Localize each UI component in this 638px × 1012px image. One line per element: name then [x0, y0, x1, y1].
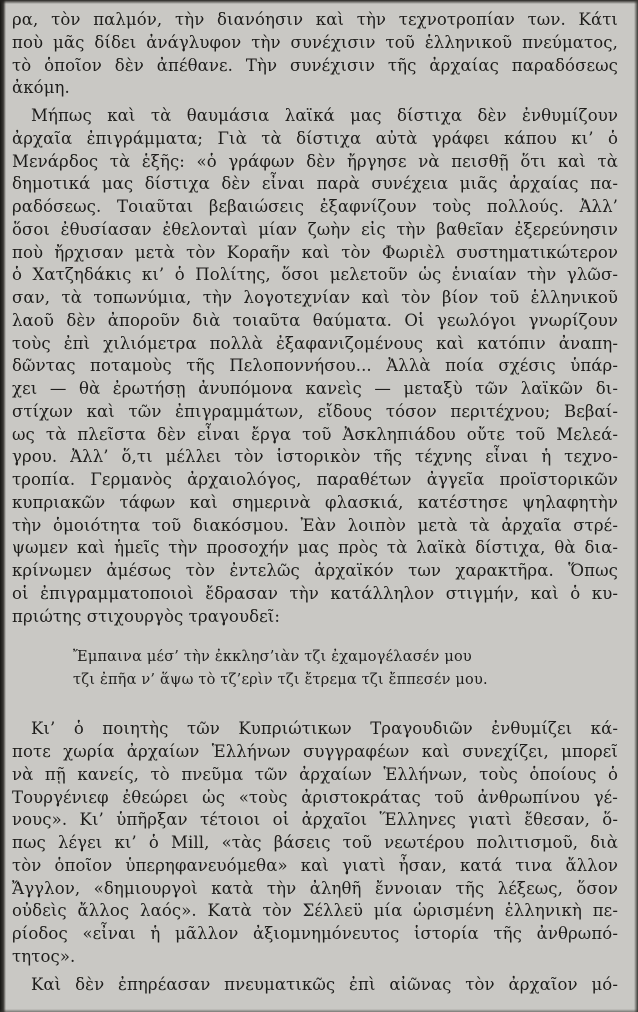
page-text-area: [12, 9, 618, 996]
text-line: δῶντας ποταμοὺς τῆς Πελοποννήσου... Ἀλλὰ ποία σχέσις ὑπάρ-: [12, 356, 618, 376]
text-line: νους». Κι’ ὑπῆρξαν τέτοιοι οἱ ἀρχαῖοι Ἕλληνες γιατὶ ἔθεσαν, ὅ-: [12, 810, 618, 830]
text-line: κρίνωμεν ἀμέσως τὸν ἐντελῶς ἀρχαϊκόν των χαρακτῆρα. Ὅπως: [12, 561, 618, 580]
text-line: ποὺ μᾶς δίδει ἀνάγλυφον τὴν συνέχισιν τοῦ ἑλληνικοῦ πνεύματος,: [12, 32, 618, 52]
text-line: Μενάρδος τὰ ἑξῆς: «ὁ γράφων δὲν ἤργησε νὰ πεισθῇ ὅτι καὶ τὰ: [12, 151, 618, 171]
text-line: κυπριακῶν τάφων καὶ σημερινὰ φλασκιά, κατέστησε ψηλαφητὴν: [12, 492, 618, 512]
text-line: Καὶ δὲν ἐπηρέασαν πνευματικῶς ἐπὶ αἰῶνας τὸν ἀρχαῖον μό-: [31, 974, 618, 994]
text-line: πως λέγει κι’ ὁ Mill, «τὰς βάσεις τοῦ νεωτέρου πολιτισμοῦ, διὰ: [12, 833, 618, 852]
text-line: Ἄγγλον, «δημιουργοὶ κατὰ τὴν ἀληθῆ ἔννοιαν τῆς λέξεως, ὅσον: [12, 878, 618, 898]
text-line: οἱ ἐπιγραμματοποιοὶ ἔδρασαν τὴν κατάλληλον στιγμήν, καὶ ὁ κυ-: [12, 583, 618, 603]
text-line: τὴν ὁμοιότητα τοῦ διακόσμου. Ἐὰν λοιπὸν μετὰ τὰ ἀρχαῖα στρέ-: [12, 515, 618, 535]
text-line: τητος».: [12, 946, 76, 966]
text-line: τροπία. Γερμανὸς ἀρχαιολόγος, παραθέτων ἀγγεῖα προϊστορικῶν: [12, 470, 618, 489]
text-line: δημοτικά μας δίστιχα δὲν εἶναι παρὰ συνέχεια μιᾶς ἀρχαίας πα-: [12, 174, 618, 194]
text-line: ἀρχαῖα ἐπιγράμματα; Γιὰ τὰ δίστιχα αὐτὰ γράφει κάπου κι’ ὁ: [12, 128, 618, 148]
paragraph: [12, 9, 618, 100]
text-line: οὐδεὶς ἄλλος λαός». Κατὰ τὸν Σέλλεϋ μία ὡρισμένη ἑλληνικὴ πε-: [12, 901, 618, 921]
text-line: ποὺ ἤρχισαν μετὰ τὸν Κοραῆν καὶ τὸν Φωριὲλ συστηματικώτερον: [12, 242, 618, 262]
text-line: τζι ἐπῆα ν’ ἅψω τὸ τζ’ερὶν τζι ἔτρεμα τζι ἔππεσέν μου.: [73, 672, 488, 689]
text-line: τοὺς ἐπὶ χιλιόμετρα πολλὰ ἐξαφανιζομένους καὶ κατόπιν ἀναπη-: [12, 333, 618, 353]
paragraph: [12, 974, 618, 997]
text-line: ραδόσεως. Τοιαῦται βεβαιώσεις ἐξαφνίζουν τοὺς πολλούς. Ἀλλ’: [12, 197, 618, 216]
text-line: ὁ Χατζηδάκις κι’ ὁ Πολίτης, ὅσοι μελετοῦν ὡς ἑνιαίαν τὴν γλῶσ-: [12, 265, 618, 285]
text-line: Κι’ ὁ ποιητὴς τῶν Κυπριώτικων Τραγουδιῶν ἐνθυμίζει κά-: [31, 719, 618, 739]
scan-edge-right: [634, 0, 638, 1012]
paragraph: [12, 718, 618, 968]
text-line: ὅσοι ἐθυσίασαν ἐθελονταὶ μίαν ζωὴν εἰς τὴν βαθεῖαν ἐξερεύνησιν: [12, 219, 618, 239]
text-line: τὸ ὁποῖον δὲν ἀπέθανε. Τὴν συνέχισιν τῆς ἀρχαίας παραδόσεως: [12, 55, 618, 75]
paragraph: [12, 105, 618, 628]
text-line: σαν, τὰ τοπωνύμια, τὴν λογοτεχνίαν καὶ τὸν βίον τοῦ ἑλληνικοῦ: [12, 288, 618, 307]
text-line: ἀκόμη.: [12, 78, 70, 98]
scan-edge-top: [0, 0, 638, 4]
text-line: πριώτης στιχουργὸς τραγουδεῖ:: [12, 606, 280, 626]
text-line: ρα, τὸν παλμόν, τὴν διανόησιν καὶ τὴν τεχνοτροπίαν των. Κάτι: [12, 10, 618, 29]
text-line: Μήπως καὶ τὰ θαυμάσια λαϊκά μας δίστιχα δὲν ἐνθυμίζουν: [31, 106, 618, 125]
text-line: λαοῦ δὲν ἀποροῦν διὰ τοιαῦτα θαύματα. Οἱ γεωλόγοι γνωρίζουν: [12, 310, 618, 330]
text-line: ως τὰ πλεῖστα δὲν εἶναι ἔργα τοῦ Ἀσκληπιάδου οὔτε τοῦ Μελεά-: [12, 424, 618, 444]
text-line: νὰ πῇ κανείς, τὸ πνεῦμα τῶν ἀρχαίων Ἑλλήνων, τοὺς ὁποίους ὁ: [12, 764, 618, 784]
verse-block: [73, 646, 618, 692]
text-line: Ἔμπαινα μέσ’ τὴν ἐκκλησ’ιὰν τζι ἐχαμογέλασέν μου: [73, 649, 472, 666]
text-line: τὸν ὁποῖον ὑπερηφανευόμεθα» καὶ γιατὶ ἦσαν, κατά τινα ἄλλον: [12, 855, 618, 875]
scan-edge-left: [0, 0, 6, 1012]
text-line: ρίοδος «εἶναι ἡ μᾶλλον ἀξιομνημόνευτος ἱστορία τῆς ἀνθρωπό-: [12, 924, 618, 943]
text-line: Τουργένιεφ ἐθεώρει ὡς «τοὺς ἀριστοκράτας τοῦ ἀνθρωπίνου γέ-: [12, 787, 618, 807]
text-line: ποτε χωρία ἀρχαίων Ἑλλήνων συγγραφέων καὶ συνεχίζει, μπορεῖ: [12, 742, 618, 761]
text-line: ψωμεν καὶ ἡμεῖς τὴν προσοχήν μας πρὸς τὰ λαϊκὰ δίστιχα, θὰ δια-: [12, 538, 618, 558]
text-line: γρου. Ἀλλ’ ὅ,τι μέλλει τὸν ἱστορικὸν τῆς τέχνης εἶναι ἡ τεχνο-: [12, 447, 618, 467]
text-line: στίχων καὶ τῶν ἐπιγραμμάτων, εἴδους τόσον περιτέχνου; Βεβαί-: [12, 401, 618, 421]
text-line: χει — θὰ ἐρωτήσῃ ἀνυπόμονα κανεὶς — μεταξὺ τῶν λαϊκῶν δι-: [12, 379, 618, 398]
